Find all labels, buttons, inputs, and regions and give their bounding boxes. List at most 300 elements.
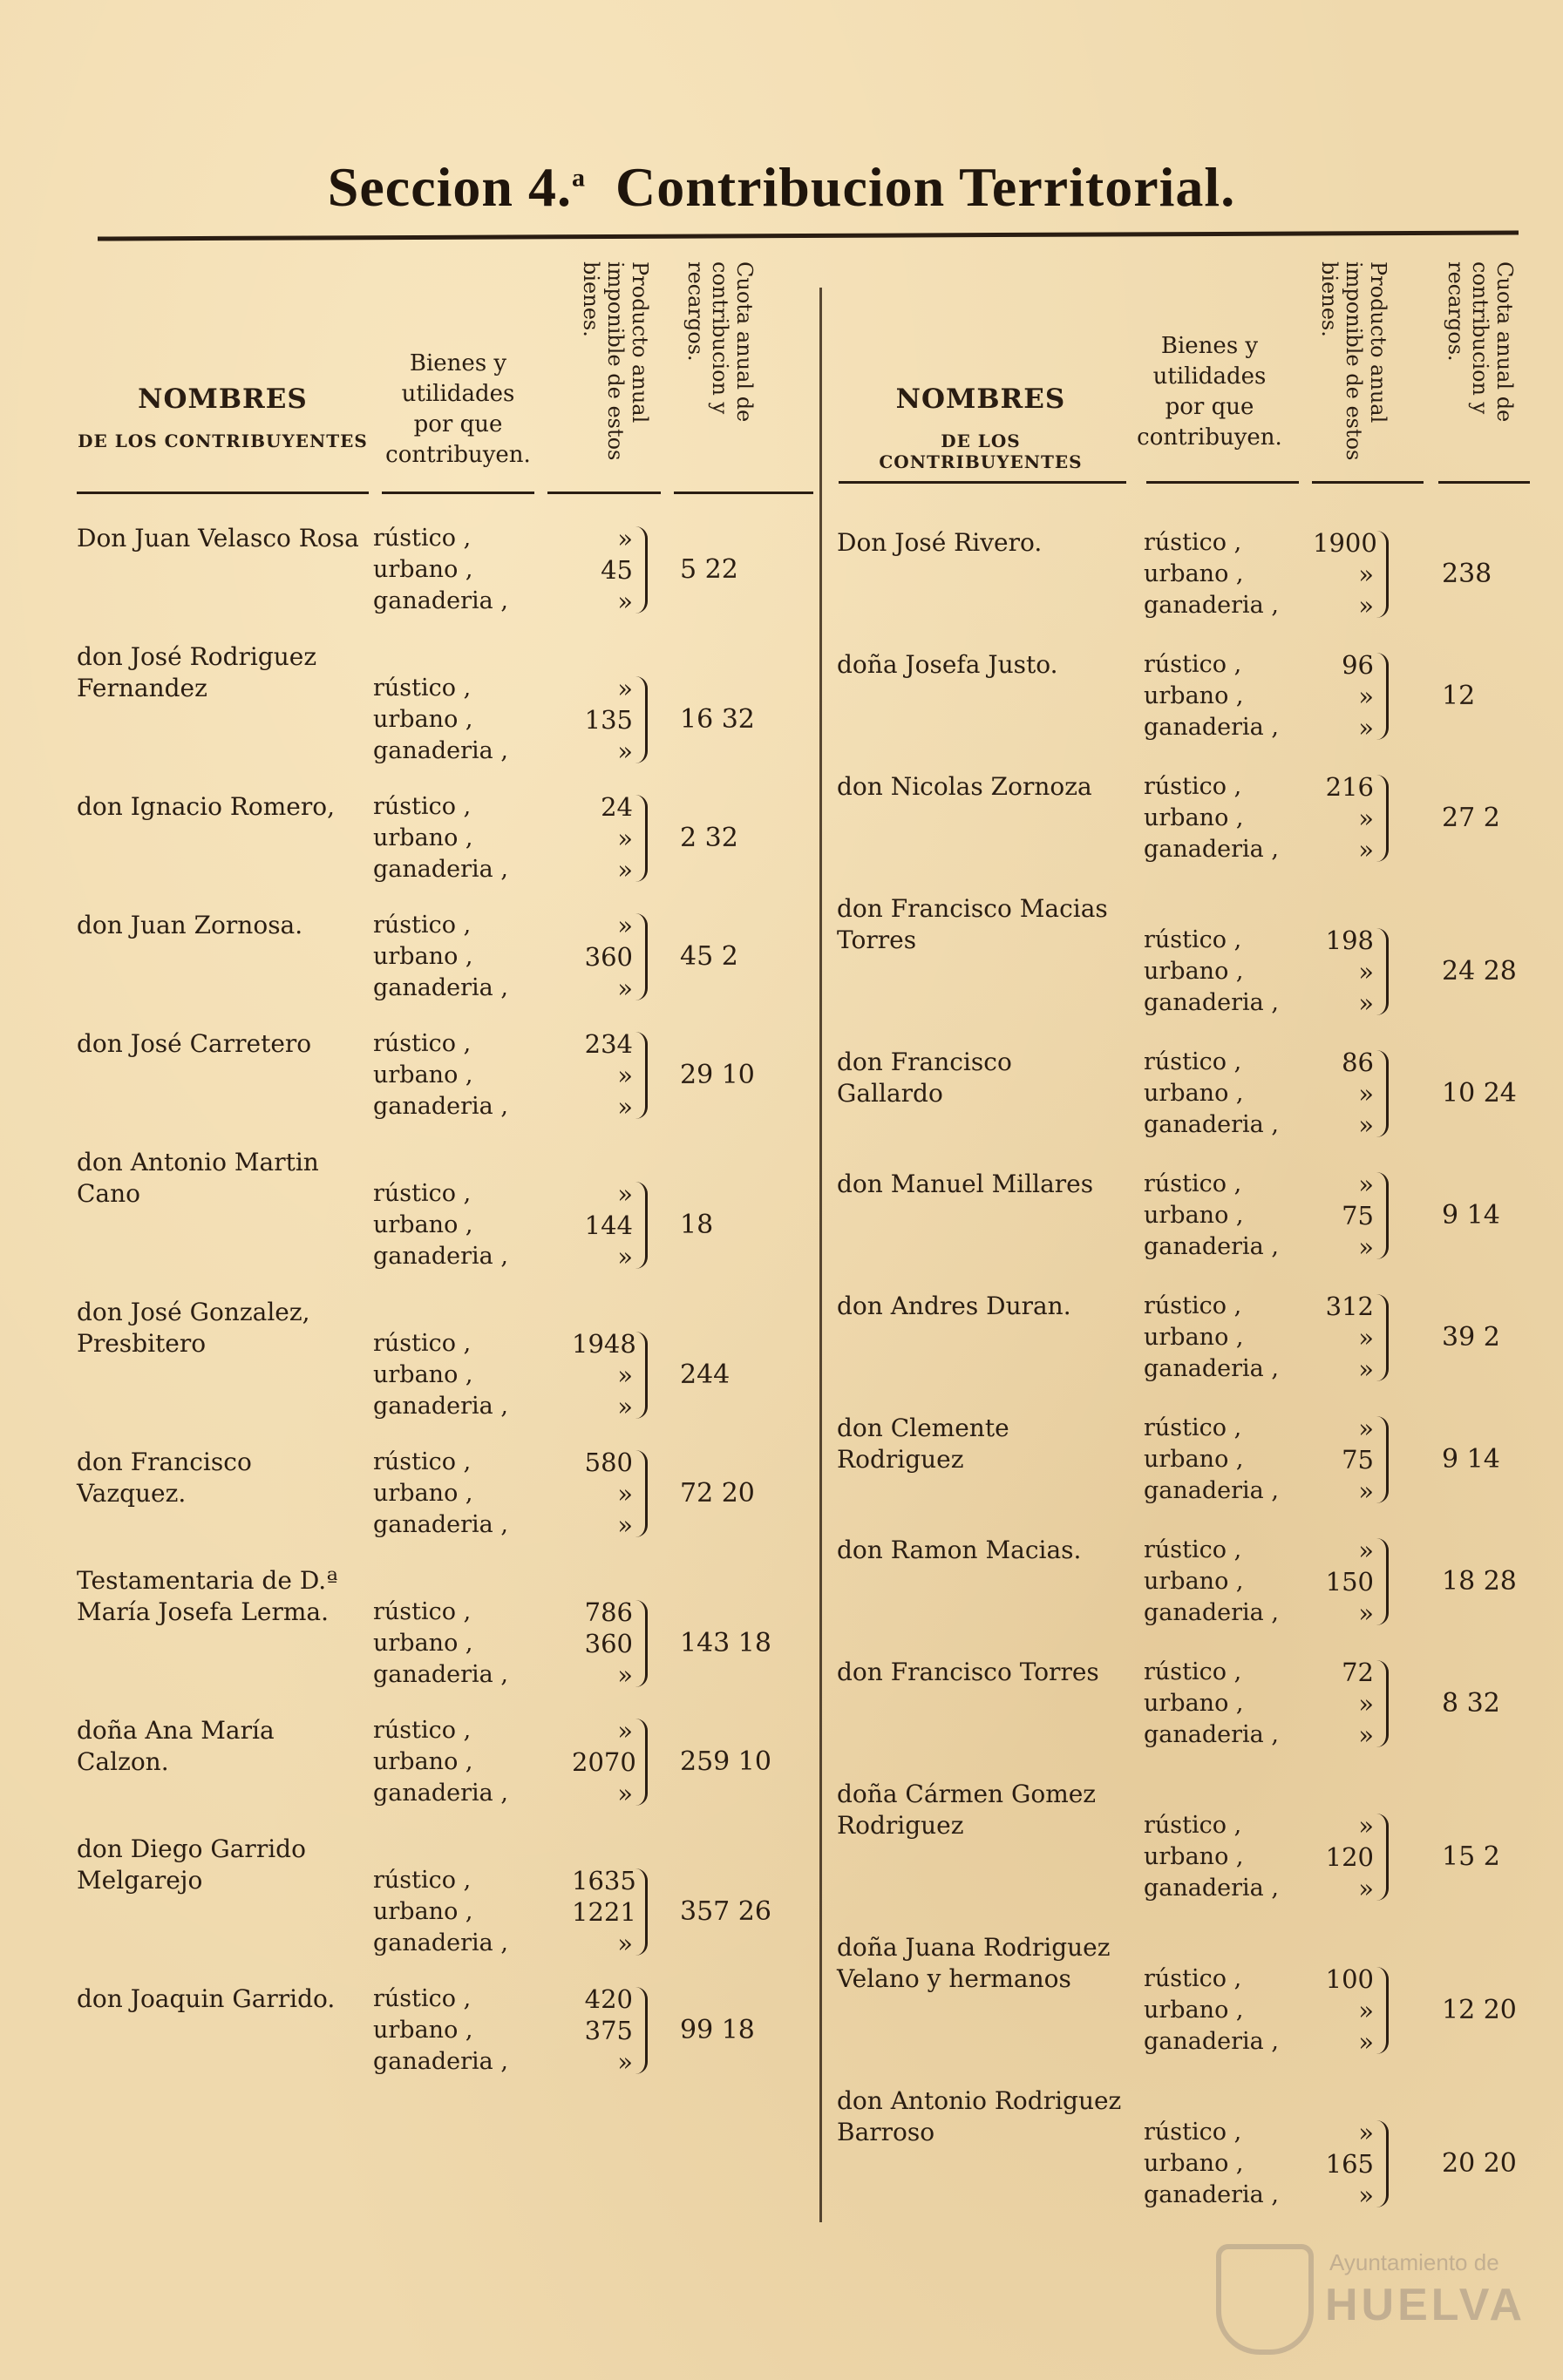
producto-value: » xyxy=(1358,1476,1374,1506)
category-rustico: rústico , xyxy=(373,793,472,820)
cuota-value: 143 18 xyxy=(680,1628,771,1658)
contributor-entry xyxy=(837,771,1534,893)
contributor-name: don Antonio Martin Cano xyxy=(77,1148,319,1208)
cuota-value: 238 xyxy=(1442,559,1492,589)
category-urbano: urbano , xyxy=(373,2017,473,2044)
category-rustico: rústico , xyxy=(1144,1812,1242,1839)
contributor-name: doña Cármen Gomez Rodriguez xyxy=(837,1780,1097,1840)
category-urbano: urbano , xyxy=(1144,804,1244,831)
contributor-name: don Ignacio Romero, xyxy=(77,792,336,821)
property-categories xyxy=(373,1328,508,1422)
contributor-name: don Francisco Macias Torres xyxy=(837,894,1108,954)
brace xyxy=(1376,1050,1389,1137)
brace xyxy=(635,1182,648,1269)
contributor-name: don Clemente Rodriguez xyxy=(837,1414,1009,1474)
cuota-value: 9 14 xyxy=(1442,1444,1500,1475)
category-urbano: urbano , xyxy=(373,1211,473,1238)
producto-values xyxy=(1313,1535,1374,1629)
producto-value: 1900 xyxy=(1313,528,1377,558)
contributor-entry xyxy=(77,1565,818,1715)
producto-value: 312 xyxy=(1325,1292,1374,1321)
producto-values xyxy=(1313,2117,1374,2211)
bienes-header: Bienes y utilidades por que contribuyen. xyxy=(1137,333,1282,451)
producto-values xyxy=(572,1715,636,1809)
category-urbano: urbano , xyxy=(1144,682,1244,709)
producto-value: » xyxy=(617,1779,633,1808)
producto-value: » xyxy=(1358,1874,1374,1903)
property-categories xyxy=(1144,527,1279,621)
cuota-value: 15 2 xyxy=(1442,1841,1500,1872)
producto-header: Producto anual imponible de estos bienes. xyxy=(1317,261,1390,461)
category-urbano: urbano , xyxy=(1144,1568,1244,1595)
producto-values xyxy=(1313,1413,1374,1507)
brace xyxy=(635,913,648,1000)
category-urbano: urbano , xyxy=(1144,1690,1244,1717)
producto-value: » xyxy=(617,674,633,703)
producto-value: » xyxy=(1358,1598,1374,1628)
property-categories xyxy=(1144,925,1279,1019)
contributor-entry xyxy=(77,1983,818,2102)
property-categories xyxy=(1144,1810,1279,1904)
contributor-name: Don José Rivero. xyxy=(837,528,1043,557)
producto-values xyxy=(572,1597,633,1691)
producto-value: » xyxy=(1358,1536,1374,1565)
cuota-value: 18 28 xyxy=(1442,1566,1517,1597)
category-rustico: rústico , xyxy=(1144,651,1242,678)
category-urbano: urbano , xyxy=(1144,1080,1244,1107)
property-categories xyxy=(373,1447,508,1541)
producto-values xyxy=(572,1983,633,2078)
category-rustico: rústico , xyxy=(373,525,472,552)
category-rustico: rústico , xyxy=(1144,1292,1242,1319)
category-rustico: rústico , xyxy=(373,1985,472,2012)
category-urbano: urbano , xyxy=(373,1748,473,1775)
producto-values xyxy=(572,673,633,767)
producto-value: » xyxy=(617,1479,633,1509)
header-underline xyxy=(1438,481,1530,484)
contributor-name: Testamentaria de D.ª María Josefa Lerma. xyxy=(77,1566,338,1626)
brace xyxy=(1376,531,1389,618)
cuota-value: 12 xyxy=(1442,681,1476,711)
category-rustico: rústico , xyxy=(1144,1170,1242,1197)
cuota-header: Cuota anual de contribucion y recargos. xyxy=(683,261,757,423)
category-ganaderia: ganaderia , xyxy=(1144,836,1279,863)
producto-value: » xyxy=(1358,2180,1374,2210)
contributor-name: Don Juan Velasco Rosa xyxy=(77,524,359,553)
header-underline xyxy=(77,492,369,494)
category-ganaderia: ganaderia , xyxy=(373,1243,508,1270)
cuota-value: 8 32 xyxy=(1442,1688,1500,1719)
brace xyxy=(1376,653,1389,740)
producto-values xyxy=(1313,1963,1374,2058)
producto-value: » xyxy=(617,1392,633,1421)
category-rustico: rústico , xyxy=(1144,529,1242,556)
brace xyxy=(1376,1967,1389,2054)
cuota-value: 72 20 xyxy=(680,1478,755,1509)
property-categories xyxy=(1144,1413,1279,1507)
category-rustico: rústico , xyxy=(373,912,472,939)
header-underline xyxy=(1146,481,1299,484)
property-categories xyxy=(1144,2117,1279,2211)
producto-value: » xyxy=(1358,1323,1374,1353)
producto-value: » xyxy=(617,1360,633,1390)
producto-values xyxy=(1313,1169,1374,1263)
producto-value: 45 xyxy=(601,555,633,585)
producto-value: 1635 xyxy=(572,1866,636,1895)
brace xyxy=(635,1032,648,1119)
contributor-entry xyxy=(77,641,818,791)
category-ganaderia: ganaderia , xyxy=(1144,1111,1279,1138)
bienes-header: Bienes y utilidades por que contribuyen. xyxy=(385,350,531,468)
brace xyxy=(635,1987,648,2074)
category-rustico: rústico , xyxy=(373,675,472,702)
cuota-value: 244 xyxy=(680,1360,731,1390)
category-urbano: urbano , xyxy=(373,943,473,970)
producto-value: 198 xyxy=(1325,926,1374,955)
brace xyxy=(1376,1416,1389,1503)
property-categories xyxy=(1144,649,1279,743)
producto-value: » xyxy=(617,1510,633,1540)
contributor-name: don Francisco Gallardo xyxy=(837,1048,1012,1108)
brace xyxy=(635,1450,648,1537)
contributor-name: don Diego Garrido Melgarejo xyxy=(77,1834,306,1895)
category-rustico: rústico , xyxy=(373,1180,472,1207)
producto-value: » xyxy=(1358,835,1374,865)
nombres-header xyxy=(77,383,369,451)
contributor-entry xyxy=(837,1535,1534,1657)
contributor-name: don José Gonzalez, Presbitero xyxy=(77,1298,310,1358)
category-urbano: urbano , xyxy=(373,1630,473,1657)
producto-values xyxy=(1313,1047,1374,1141)
producto-value: 86 xyxy=(1342,1048,1374,1077)
category-urbano: urbano , xyxy=(373,1898,473,1925)
cuota-value: 2 32 xyxy=(680,823,738,853)
producto-value: 96 xyxy=(1342,650,1374,680)
category-urbano: urbano , xyxy=(373,706,473,733)
header-underline xyxy=(547,492,661,494)
producto-value: 1221 xyxy=(572,1897,636,1927)
header-underline xyxy=(382,492,534,494)
category-rustico: rústico , xyxy=(1144,1048,1242,1075)
left-column xyxy=(77,261,818,2248)
producto-value: » xyxy=(617,587,633,616)
producto-value: 75 xyxy=(1342,1445,1374,1475)
producto-values xyxy=(1313,1291,1374,1385)
producto-value: 1948 xyxy=(572,1329,636,1359)
producto-value: » xyxy=(617,1179,633,1209)
contributor-entry xyxy=(837,1657,1534,1779)
producto-value: » xyxy=(1358,957,1374,987)
category-ganaderia: ganaderia , xyxy=(373,1929,508,1956)
contributor-entry xyxy=(77,791,818,910)
category-ganaderia: ganaderia , xyxy=(1144,1233,1279,1260)
watermark-line1: Ayuntamiento de xyxy=(1329,2249,1499,2275)
cuota-value: 5 22 xyxy=(680,554,738,585)
category-rustico: rústico , xyxy=(373,1598,472,1625)
contributor-name: don Andres Duran. xyxy=(837,1292,1071,1320)
property-categories xyxy=(1144,771,1279,865)
category-ganaderia: ganaderia , xyxy=(1144,714,1279,741)
category-ganaderia: ganaderia , xyxy=(373,1511,508,1538)
brace xyxy=(635,1600,648,1687)
contributor-entry xyxy=(837,2085,1534,2239)
page-title xyxy=(0,155,1563,220)
contributor-entry xyxy=(77,1715,818,1834)
brace xyxy=(1376,1172,1389,1259)
property-categories xyxy=(1144,1169,1279,1263)
category-rustico: rústico , xyxy=(1144,1536,1242,1563)
producto-value: » xyxy=(1358,804,1374,833)
contributor-name: don Francisco Torres xyxy=(837,1658,1099,1686)
producto-value: » xyxy=(1358,1720,1374,1750)
contributor-entry xyxy=(837,1047,1534,1169)
producto-value: » xyxy=(617,824,633,853)
contributor-name: don Ramon Macias. xyxy=(837,1536,1082,1564)
producto-value: 234 xyxy=(584,1029,633,1059)
producto-value: » xyxy=(617,1929,633,1958)
category-urbano: urbano , xyxy=(373,1480,473,1507)
producto-value: » xyxy=(617,1061,633,1090)
contribuyentes-label: DE LOS CONTRIBUYENTES xyxy=(879,431,1083,472)
producto-value: 2070 xyxy=(572,1747,636,1777)
producto-value: 100 xyxy=(1325,1964,1374,1994)
cuota-value: 27 2 xyxy=(1442,803,1500,833)
producto-value: 75 xyxy=(1342,1201,1374,1231)
property-categories xyxy=(1144,1047,1279,1141)
category-rustico: rústico , xyxy=(1144,773,1242,800)
category-urbano: urbano , xyxy=(1144,1324,1244,1351)
cuota-value: 9 14 xyxy=(1442,1200,1500,1231)
contributor-name: don Antonio Rodriguez Barroso xyxy=(837,2086,1122,2146)
category-urbano: urbano , xyxy=(373,1061,473,1088)
brace xyxy=(1376,1660,1389,1747)
producto-value: » xyxy=(617,524,633,553)
producto-value: » xyxy=(1358,988,1374,1018)
cuota-header: Cuota anual de contribucion y recargos. xyxy=(1444,261,1517,423)
category-ganaderia: ganaderia , xyxy=(373,1661,508,1688)
producto-value: » xyxy=(617,911,633,940)
category-ganaderia: ganaderia , xyxy=(373,1393,508,1420)
brace xyxy=(635,676,648,763)
producto-values xyxy=(1313,771,1374,865)
contributor-entry xyxy=(77,1447,818,1565)
contributor-name: don Juan Zornosa. xyxy=(77,911,303,939)
producto-value: » xyxy=(617,973,633,1003)
property-categories xyxy=(373,673,508,767)
category-urbano: urbano , xyxy=(1144,1997,1244,2024)
category-urbano: urbano , xyxy=(373,1361,473,1388)
category-urbano: urbano , xyxy=(373,556,473,583)
property-categories xyxy=(373,1028,508,1122)
contributor-entry xyxy=(837,527,1534,649)
nombres-header xyxy=(837,383,1125,472)
cuota-value: 10 24 xyxy=(1442,1078,1517,1109)
left-header xyxy=(77,261,818,488)
category-rustico: rústico , xyxy=(373,1717,472,1744)
producto-value: » xyxy=(1358,1232,1374,1262)
brace xyxy=(1376,1538,1389,1625)
contributor-entry xyxy=(837,1413,1534,1535)
producto-value: 165 xyxy=(1325,2149,1374,2179)
producto-value: » xyxy=(617,2047,633,2077)
producto-value: 375 xyxy=(584,2016,633,2045)
header-underline xyxy=(674,492,813,494)
nombres-label: NOMBRES xyxy=(895,383,1066,415)
contributor-entry xyxy=(837,649,1534,771)
watermark-line2: HUELVA xyxy=(1325,2280,1526,2330)
producto-value: 360 xyxy=(584,1629,633,1658)
cuota-value: 39 2 xyxy=(1442,1322,1500,1353)
contributor-name: don José Carretero xyxy=(77,1029,312,1058)
category-rustico: rústico , xyxy=(1144,1414,1242,1441)
category-ganaderia: ganaderia , xyxy=(1144,1875,1279,1902)
municipal-watermark xyxy=(1199,2244,1526,2349)
cuota-value: 20 20 xyxy=(1442,2148,1517,2179)
property-categories xyxy=(373,1178,508,1272)
category-urbano: urbano , xyxy=(373,824,473,851)
category-rustico: rústico , xyxy=(373,1330,472,1357)
cuota-value: 29 10 xyxy=(680,1060,755,1090)
contributor-entry xyxy=(77,910,818,1028)
contributor-name: don José Rodriguez Fernandez xyxy=(77,642,317,702)
producto-values xyxy=(572,910,633,1004)
producto-values xyxy=(572,791,633,885)
producto-values xyxy=(1313,527,1377,621)
category-ganaderia: ganaderia , xyxy=(373,2048,508,2075)
brace xyxy=(635,795,648,882)
contributor-name: don Francisco Vazquez. xyxy=(77,1448,252,1508)
cuota-value: 16 32 xyxy=(680,704,755,735)
section-title: Contribucion Territorial. xyxy=(615,156,1236,218)
category-ganaderia: ganaderia , xyxy=(1144,1477,1279,1504)
producto-value: 144 xyxy=(584,1210,633,1240)
producto-values xyxy=(572,1447,633,1541)
category-ganaderia: ganaderia , xyxy=(373,737,508,764)
brace xyxy=(1376,928,1389,1015)
cuota-value: 357 26 xyxy=(680,1896,771,1927)
producto-value: » xyxy=(1358,1170,1374,1199)
category-rustico: rústico , xyxy=(1144,926,1242,953)
category-rustico: rústico , xyxy=(1144,2119,1242,2146)
category-ganaderia: ganaderia , xyxy=(1144,989,1279,1016)
shield-icon xyxy=(1216,2244,1314,2355)
producto-value: » xyxy=(1358,713,1374,742)
property-categories xyxy=(1144,1535,1279,1629)
category-ganaderia: ganaderia , xyxy=(1144,1355,1279,1382)
contributor-name: don Nicolas Zornoza xyxy=(837,772,1092,801)
producto-value: 24 xyxy=(601,792,633,822)
right-header xyxy=(837,261,1534,488)
contributor-name: doña Ana María Calzon. xyxy=(77,1716,275,1776)
producto-values xyxy=(1313,1810,1374,1904)
category-ganaderia: ganaderia , xyxy=(373,1093,508,1120)
producto-value: » xyxy=(617,736,633,766)
category-rustico: rústico , xyxy=(373,1867,472,1894)
property-categories xyxy=(373,1865,508,1959)
producto-value: 420 xyxy=(584,1984,633,2014)
contributor-entry xyxy=(837,1932,1534,2085)
title-rule xyxy=(98,230,1519,241)
property-categories xyxy=(373,1715,508,1809)
contributor-entry xyxy=(837,1291,1534,1413)
producto-value: 360 xyxy=(584,942,633,972)
category-ganaderia: ganaderia , xyxy=(373,856,508,883)
category-urbano: urbano , xyxy=(1144,560,1244,587)
producto-value: 135 xyxy=(584,705,633,735)
nombres-label: NOMBRES xyxy=(138,383,308,415)
category-rustico: rústico , xyxy=(373,1030,472,1057)
contributor-name: don Manuel Millares xyxy=(837,1170,1094,1198)
category-ganaderia: ganaderia , xyxy=(1144,1599,1279,1626)
producto-value: » xyxy=(1358,681,1374,711)
brace xyxy=(1376,2120,1389,2207)
cuota-value: 99 18 xyxy=(680,2015,755,2045)
category-urbano: urbano , xyxy=(1144,2150,1244,2177)
contributor-entry xyxy=(837,893,1534,1047)
brace xyxy=(1376,1294,1389,1381)
category-urbano: urbano , xyxy=(1144,1202,1244,1229)
property-categories xyxy=(373,1983,508,2078)
brace xyxy=(635,1868,648,1956)
right-column xyxy=(837,261,1534,2248)
contributor-entry xyxy=(77,523,818,641)
producto-value: » xyxy=(1358,1811,1374,1841)
contributor-entry xyxy=(77,1147,818,1297)
producto-value: » xyxy=(1358,1996,1374,2025)
contributor-entry xyxy=(77,1297,818,1447)
cuota-value: 259 10 xyxy=(680,1746,771,1777)
producto-value: » xyxy=(617,1716,633,1746)
brace xyxy=(1376,1814,1389,1901)
producto-value: » xyxy=(617,1242,633,1271)
category-ganaderia: ganaderia , xyxy=(373,587,508,614)
contributor-entry xyxy=(77,1834,818,1983)
cuota-value: 24 28 xyxy=(1442,956,1517,987)
property-categories xyxy=(373,910,508,1004)
brace xyxy=(1376,775,1389,862)
producto-values xyxy=(572,1178,633,1272)
producto-value: 580 xyxy=(584,1448,633,1477)
producto-value: » xyxy=(1358,1079,1374,1109)
property-categories xyxy=(373,1597,508,1691)
category-urbano: urbano , xyxy=(1144,958,1244,985)
category-urbano: urbano , xyxy=(1144,1446,1244,1473)
producto-value: 120 xyxy=(1325,1842,1374,1872)
producto-values xyxy=(572,523,633,617)
producto-value: » xyxy=(1358,1110,1374,1140)
producto-header: Producto anual imponible de estos bienes. xyxy=(579,261,652,461)
property-categories xyxy=(373,523,508,617)
column-divider xyxy=(819,288,822,2222)
producto-value: » xyxy=(1358,559,1374,589)
producto-value: 150 xyxy=(1325,1567,1374,1597)
producto-value: 786 xyxy=(584,1597,633,1627)
producto-values xyxy=(572,1865,636,1959)
contributor-name: doña Josefa Justo. xyxy=(837,650,1058,679)
category-ganaderia: ganaderia , xyxy=(373,1780,508,1807)
category-ganaderia: ganaderia , xyxy=(1144,2028,1279,2055)
category-urbano: urbano , xyxy=(1144,1843,1244,1870)
producto-value: 216 xyxy=(1325,772,1374,802)
producto-value: 72 xyxy=(1342,1658,1374,1687)
producto-value: » xyxy=(1358,2118,1374,2147)
contributor-entry xyxy=(837,1779,1534,1932)
producto-values xyxy=(1313,1657,1374,1751)
producto-values xyxy=(1313,925,1374,1019)
cuota-value: 12 20 xyxy=(1442,1995,1517,2025)
producto-value: » xyxy=(617,1660,633,1690)
brace xyxy=(635,1332,648,1419)
